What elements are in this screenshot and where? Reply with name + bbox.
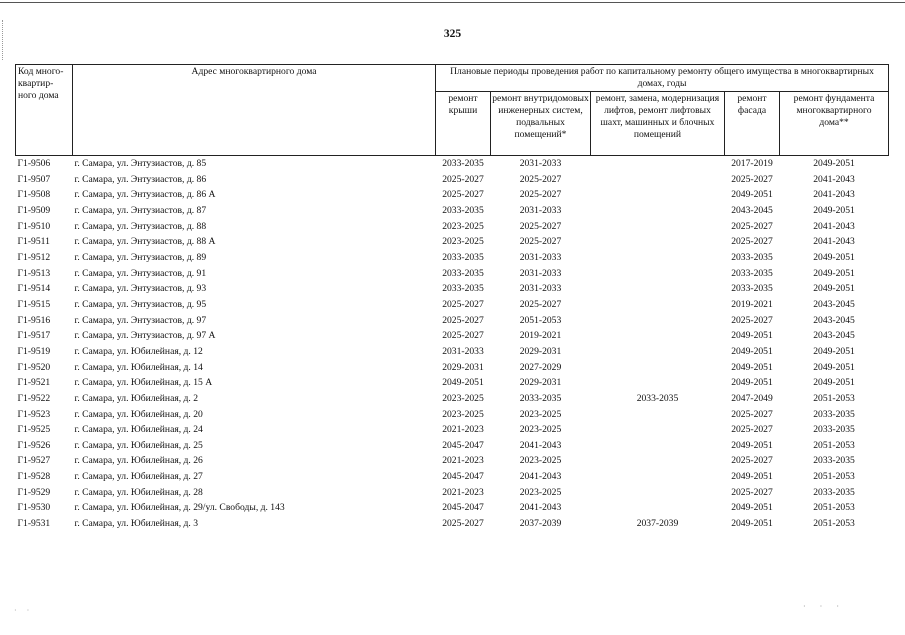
cell-facade: 2047-2049 (731, 392, 773, 404)
table-row (16, 516, 889, 532)
scan-margin-mark (2, 20, 4, 60)
cell-address: г. Самара, ул. Юбилейная, д. 26 (74, 455, 203, 467)
cell-address: г. Самара, ул. Юбилейная, д. 25 (74, 439, 203, 451)
cell-systems: 2023-2025 (519, 408, 562, 420)
cell-foundation: 2041-2043 (813, 189, 855, 201)
cell-roof: 2025-2027 (442, 330, 484, 342)
cell-systems: 2025-2027 (519, 298, 562, 310)
cell-facade: 2043-2045 (731, 204, 773, 216)
cell-systems: 2031-2033 (519, 158, 562, 169)
cell-code: Г1-9529 (17, 486, 51, 498)
header-facade: ремонт фасада (725, 92, 780, 156)
cell-roof: 2023-2025 (442, 220, 484, 232)
page-top-edge (0, 2, 905, 3)
cell-facade: 2025-2027 (731, 236, 773, 248)
cell-address: г. Самара, ул. Юбилейная, д. 14 (74, 361, 203, 373)
cell-facade: 2033-2035 (731, 267, 773, 279)
cell-systems: 2027-2029 (519, 361, 562, 373)
table-row (16, 313, 889, 329)
cell-lifts (591, 453, 725, 469)
header-lifts: ремонт, замена, модернизация лифтов, ремонт лифтовых шахт, машинных и блочных помещений (591, 92, 725, 156)
cell-lifts (591, 344, 725, 360)
table-row (16, 281, 889, 297)
cell-address: г. Самара, ул. Юбилейная, д. 27 (74, 471, 203, 483)
cell-foundation: 2049-2051 (813, 377, 855, 389)
cell-roof: 2049-2051 (442, 377, 484, 389)
cell-facade: 2019-2021 (731, 298, 773, 310)
cell-lifts (591, 422, 725, 438)
cell-foundation: 2033-2035 (813, 486, 855, 498)
cell-systems: 2023-2025 (519, 424, 562, 436)
cell-roof: 2033-2035 (442, 283, 484, 295)
cell-roof: 2025-2027 (442, 298, 484, 310)
cell-code: Г1-9514 (17, 283, 51, 295)
cell-lifts (591, 313, 725, 329)
header-foundation: ремонт фундамента многоквартирного дома** (780, 92, 889, 156)
cell-lifts (591, 172, 725, 188)
table-row (16, 250, 889, 266)
cell-roof: 2045-2047 (442, 471, 484, 483)
cell-address: г. Самара, ул. Юбилейная, д. 12 (74, 345, 203, 357)
table-row (16, 360, 889, 376)
cell-lifts (591, 281, 725, 297)
cell-code: Г1-9523 (17, 408, 51, 420)
cell-systems: 2025-2027 (519, 173, 562, 185)
cell-foundation: 2049-2051 (813, 204, 855, 216)
cell-code: Г1-9522 (17, 392, 51, 404)
table-row (16, 500, 889, 516)
cell-code: Г1-9509 (17, 204, 51, 216)
cell-code: Г1-9512 (17, 251, 51, 263)
cell-foundation: 2043-2045 (813, 314, 855, 326)
cell-lifts (591, 250, 725, 266)
cell-address: г. Самара, ул. Юбилейная, д. 15 А (74, 377, 213, 389)
cell-lifts (591, 328, 725, 344)
cell-code: Г1-9527 (17, 455, 51, 467)
page-number: 325 (443, 28, 462, 40)
cell-lifts (591, 500, 725, 516)
cell-systems: 2031-2033 (519, 204, 562, 216)
cell-foundation: 2051-2053 (813, 471, 855, 483)
cell-address: г. Самара, ул. Юбилейная, д. 28 (74, 486, 203, 498)
cell-code: Г1-9517 (17, 330, 51, 342)
cell-roof: 2033-2035 (442, 204, 484, 216)
cell-systems: 2041-2043 (519, 471, 562, 483)
cell-facade: 2049-2051 (731, 502, 773, 514)
scan-noise-left: · · (14, 606, 34, 615)
cell-foundation: 2049-2051 (813, 267, 855, 279)
cell-foundation: 2043-2045 (813, 330, 855, 342)
table-row (16, 219, 889, 235)
cell-facade: 2049-2051 (731, 189, 773, 201)
cell-facade: 2025-2027 (731, 486, 773, 498)
cell-systems: 2041-2043 (519, 439, 562, 451)
capital-repair-table (15, 64, 889, 532)
header-systems: ремонт внутридомовых инженерных систем, подвальных помещений* (491, 92, 591, 156)
cell-lifts (591, 297, 725, 313)
table-row (16, 328, 889, 344)
table-row (16, 453, 889, 469)
cell-systems: 2025-2027 (519, 236, 562, 248)
cell-code: Г1-9521 (17, 377, 51, 389)
cell-systems: 2031-2033 (519, 251, 562, 263)
header-code: Код много-квартир-ного дома (16, 65, 73, 156)
cell-roof: 2025-2027 (442, 189, 484, 201)
cell-address: г. Самара, ул. Энтузиастов, д. 86 А (74, 189, 216, 201)
cell-systems: 2023-2025 (519, 486, 562, 498)
cell-systems: 2029-2031 (519, 345, 562, 357)
table-row (16, 438, 889, 454)
cell-foundation: 2049-2051 (813, 251, 855, 263)
cell-lifts (591, 407, 725, 423)
cell-lifts (591, 360, 725, 376)
cell-facade: 2049-2051 (731, 518, 773, 530)
header-periods: Плановые периоды проведения работ по капитальному ремонту общего имущества в многоквартирных домах, годы (436, 65, 889, 92)
cell-systems: 2031-2033 (519, 267, 562, 279)
cell-systems: 2033-2035 (519, 392, 562, 404)
table-row (16, 234, 889, 250)
cell-foundation: 2049-2051 (813, 361, 855, 373)
table-row (16, 469, 889, 485)
header-address: Адрес многоквартирного дома (73, 65, 436, 156)
cell-roof: 2033-2035 (442, 251, 484, 263)
cell-code: Г1-9508 (17, 189, 51, 201)
cell-foundation: 2041-2043 (813, 173, 855, 185)
cell-address: г. Самара, ул. Энтузиастов, д. 88 А (74, 236, 216, 248)
table-row (16, 422, 889, 438)
cell-roof: 2033-2035 (442, 267, 484, 279)
cell-code: Г1-9531 (17, 518, 51, 530)
table-row (16, 375, 889, 391)
cell-roof: 2045-2047 (442, 502, 484, 514)
cell-roof: 2045-2047 (442, 439, 484, 451)
cell-roof: 2023-2025 (442, 392, 484, 404)
cell-address: г. Самара, ул. Энтузиастов, д. 86 (74, 173, 207, 185)
cell-code: Г1-9511 (17, 236, 50, 248)
cell-facade: 2025-2027 (731, 408, 773, 420)
cell-roof: 2023-2025 (442, 408, 484, 420)
cell-address: г. Самара, ул. Энтузиастов, д. 89 (74, 251, 207, 263)
cell-facade: 2049-2051 (731, 330, 773, 342)
cell-lifts (591, 485, 725, 501)
cell-code: Г1-9513 (17, 267, 51, 279)
cell-foundation: 2051-2053 (813, 518, 855, 530)
cell-foundation: 2033-2035 (813, 424, 855, 436)
cell-address: г. Самара, ул. Юбилейная, д. 29/ул. Свободы, д. 143 (74, 502, 285, 514)
cell-lifts (591, 266, 725, 282)
cell-foundation: 2041-2043 (813, 236, 855, 248)
cell-foundation: 2033-2035 (813, 408, 855, 420)
cell-facade: 2033-2035 (731, 251, 773, 263)
table-body (16, 156, 889, 532)
cell-foundation: 2049-2051 (813, 158, 855, 169)
cell-systems: 2029-2031 (519, 377, 562, 389)
cell-foundation: 2043-2045 (813, 298, 855, 310)
cell-foundation: 2051-2053 (813, 502, 855, 514)
cell-lifts (591, 219, 725, 235)
cell-address: г. Самара, ул. Энтузиастов, д. 85 (74, 158, 207, 169)
cell-address: г. Самара, ул. Юбилейная, д. 2 (74, 392, 199, 404)
cell-code: Г1-9510 (17, 220, 51, 232)
cell-facade: 2017-2019 (731, 158, 773, 169)
cell-roof: 2021-2023 (442, 455, 484, 467)
cell-foundation: 2033-2035 (813, 455, 855, 467)
cell-code: Г1-9528 (17, 471, 51, 483)
table-row (16, 297, 889, 313)
cell-lifts: 2037-2039 (636, 518, 679, 530)
cell-foundation: 2049-2051 (813, 345, 855, 357)
cell-facade: 2049-2051 (731, 439, 773, 451)
cell-foundation: 2049-2051 (813, 283, 855, 295)
cell-systems: 2025-2027 (519, 220, 562, 232)
table-row (16, 187, 889, 203)
cell-code: Г1-9506 (17, 158, 51, 169)
cell-facade: 2033-2035 (731, 283, 773, 295)
cell-lifts: 2033-2035 (636, 392, 679, 404)
cell-lifts (591, 156, 725, 172)
cell-facade: 2025-2027 (731, 173, 773, 185)
cell-systems: 2051-2053 (519, 314, 562, 326)
cell-foundation: 2051-2053 (813, 392, 855, 404)
cell-lifts (591, 234, 725, 250)
header-roof: ремонт крыши (436, 92, 491, 156)
cell-systems: 2031-2033 (519, 283, 562, 295)
cell-foundation: 2051-2053 (813, 439, 855, 451)
cell-address: г. Самара, ул. Энтузиастов, д. 95 (74, 298, 207, 310)
cell-systems: 2023-2025 (519, 455, 562, 467)
cell-facade: 2025-2027 (731, 220, 773, 232)
cell-lifts (591, 187, 725, 203)
cell-roof: 2021-2023 (442, 424, 484, 436)
cell-roof: 2033-2035 (442, 158, 484, 169)
cell-systems: 2019-2021 (519, 330, 562, 342)
cell-address: г. Самара, ул. Энтузиастов, д. 97 (74, 314, 207, 326)
scan-noise: · · · (803, 602, 845, 611)
cell-address: г. Самара, ул. Юбилейная, д. 20 (74, 408, 203, 420)
cell-roof: 2023-2025 (442, 236, 484, 248)
cell-facade: 2049-2051 (731, 361, 773, 373)
cell-code: Г1-9507 (17, 173, 51, 185)
cell-address: г. Самара, ул. Энтузиастов, д. 88 (74, 220, 207, 232)
cell-lifts (591, 203, 725, 219)
cell-lifts (591, 469, 725, 485)
cell-roof: 2031-2033 (442, 345, 484, 357)
cell-facade: 2049-2051 (731, 377, 773, 389)
cell-address: г. Самара, ул. Энтузиастов, д. 97 А (74, 330, 216, 342)
cell-code: Г1-9520 (17, 361, 51, 373)
cell-roof: 2029-2031 (442, 361, 484, 373)
cell-address: г. Самара, ул. Энтузиастов, д. 87 (74, 204, 207, 216)
cell-roof: 2025-2027 (442, 173, 484, 185)
cell-code: Г1-9525 (17, 424, 51, 436)
cell-code: Г1-9526 (17, 439, 51, 451)
cell-code: Г1-9530 (17, 502, 51, 514)
cell-facade: 2025-2027 (731, 424, 773, 436)
cell-code: Г1-9519 (17, 345, 51, 357)
table-row (16, 266, 889, 282)
cell-roof: 2021-2023 (442, 486, 484, 498)
cell-code: Г1-9516 (17, 314, 51, 326)
cell-roof: 2025-2027 (442, 518, 484, 530)
cell-address: г. Самара, ул. Энтузиастов, д. 91 (74, 267, 207, 279)
cell-systems: 2025-2027 (519, 189, 562, 201)
cell-foundation: 2041-2043 (813, 220, 855, 232)
table-row (16, 344, 889, 360)
cell-lifts (591, 375, 725, 391)
cell-systems: 2041-2043 (519, 502, 562, 514)
table-row (16, 172, 889, 188)
table-row (16, 391, 889, 407)
cell-address: г. Самара, ул. Юбилейная, д. 24 (74, 424, 203, 436)
cell-facade: 2025-2027 (731, 455, 773, 467)
cell-address: г. Самара, ул. Юбилейная, д. 3 (74, 518, 199, 530)
cell-code: Г1-9515 (17, 298, 51, 310)
cell-facade: 2049-2051 (731, 345, 773, 357)
table-row (16, 485, 889, 501)
table-row (16, 203, 889, 219)
cell-roof: 2025-2027 (442, 314, 484, 326)
cell-facade: 2049-2051 (731, 471, 773, 483)
cell-systems: 2037-2039 (519, 518, 562, 530)
table-row (16, 407, 889, 423)
table-row (16, 156, 889, 172)
cell-facade: 2025-2027 (731, 314, 773, 326)
cell-address: г. Самара, ул. Энтузиастов, д. 93 (74, 283, 207, 295)
cell-lifts (591, 438, 725, 454)
